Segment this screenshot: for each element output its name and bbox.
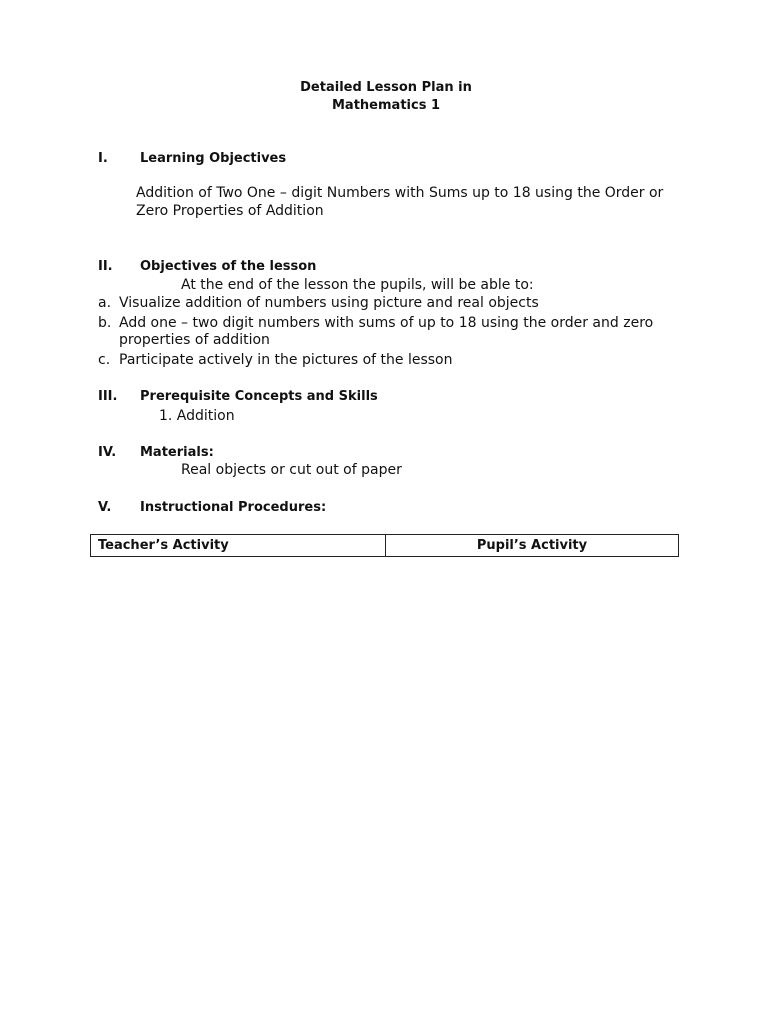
section-4-body: Real objects or cut out of paper bbox=[181, 462, 402, 478]
teacher-activity-header: Teacher’s Activity bbox=[91, 535, 386, 557]
pupil-activity-header: Pupil’s Activity bbox=[386, 535, 679, 557]
objective-b-marker: b. bbox=[98, 315, 112, 331]
section-2-intro: At the end of the lesson the pupils, will be able to: bbox=[181, 277, 534, 293]
section-1-body-line1: Addition of Two One – digit Numbers with Sums up to 18 using the Order or bbox=[136, 185, 664, 201]
section-2-title: Objectives of the lesson bbox=[140, 259, 317, 274]
section-3-item: 1. Addition bbox=[159, 408, 235, 424]
section-1-body-line2: Zero Properties of Addition bbox=[136, 203, 324, 219]
objective-b-text-line2: properties of addition bbox=[119, 332, 270, 348]
objective-b-text-line1: Add one – two digit numbers with sums of up to 18 using the order and zero bbox=[119, 315, 654, 331]
section-5-numeral: V. bbox=[98, 500, 112, 515]
section-1-title: Learning Objectives bbox=[140, 151, 287, 166]
section-4-numeral: IV. bbox=[98, 445, 117, 460]
objective-c-text: Participate actively in the pictures of the lesson bbox=[119, 352, 453, 368]
activity-table bbox=[90, 534, 679, 557]
section-5-title: Instructional Procedures: bbox=[140, 500, 327, 515]
document-title-line1: Detailed Lesson Plan in bbox=[300, 80, 472, 95]
objective-a-marker: a. bbox=[98, 295, 112, 311]
section-1-numeral: I. bbox=[98, 151, 108, 166]
section-3-numeral: III. bbox=[98, 389, 118, 404]
activity-table-header-row bbox=[91, 535, 679, 557]
section-2-numeral: II. bbox=[98, 259, 113, 274]
document-title-line2: Mathematics 1 bbox=[332, 98, 440, 113]
section-4-title: Materials: bbox=[140, 445, 214, 460]
section-3-title: Prerequisite Concepts and Skills bbox=[140, 389, 378, 404]
objective-c-marker: c. bbox=[98, 352, 111, 368]
objective-a-text: Visualize addition of numbers using picture and real objects bbox=[119, 295, 539, 311]
